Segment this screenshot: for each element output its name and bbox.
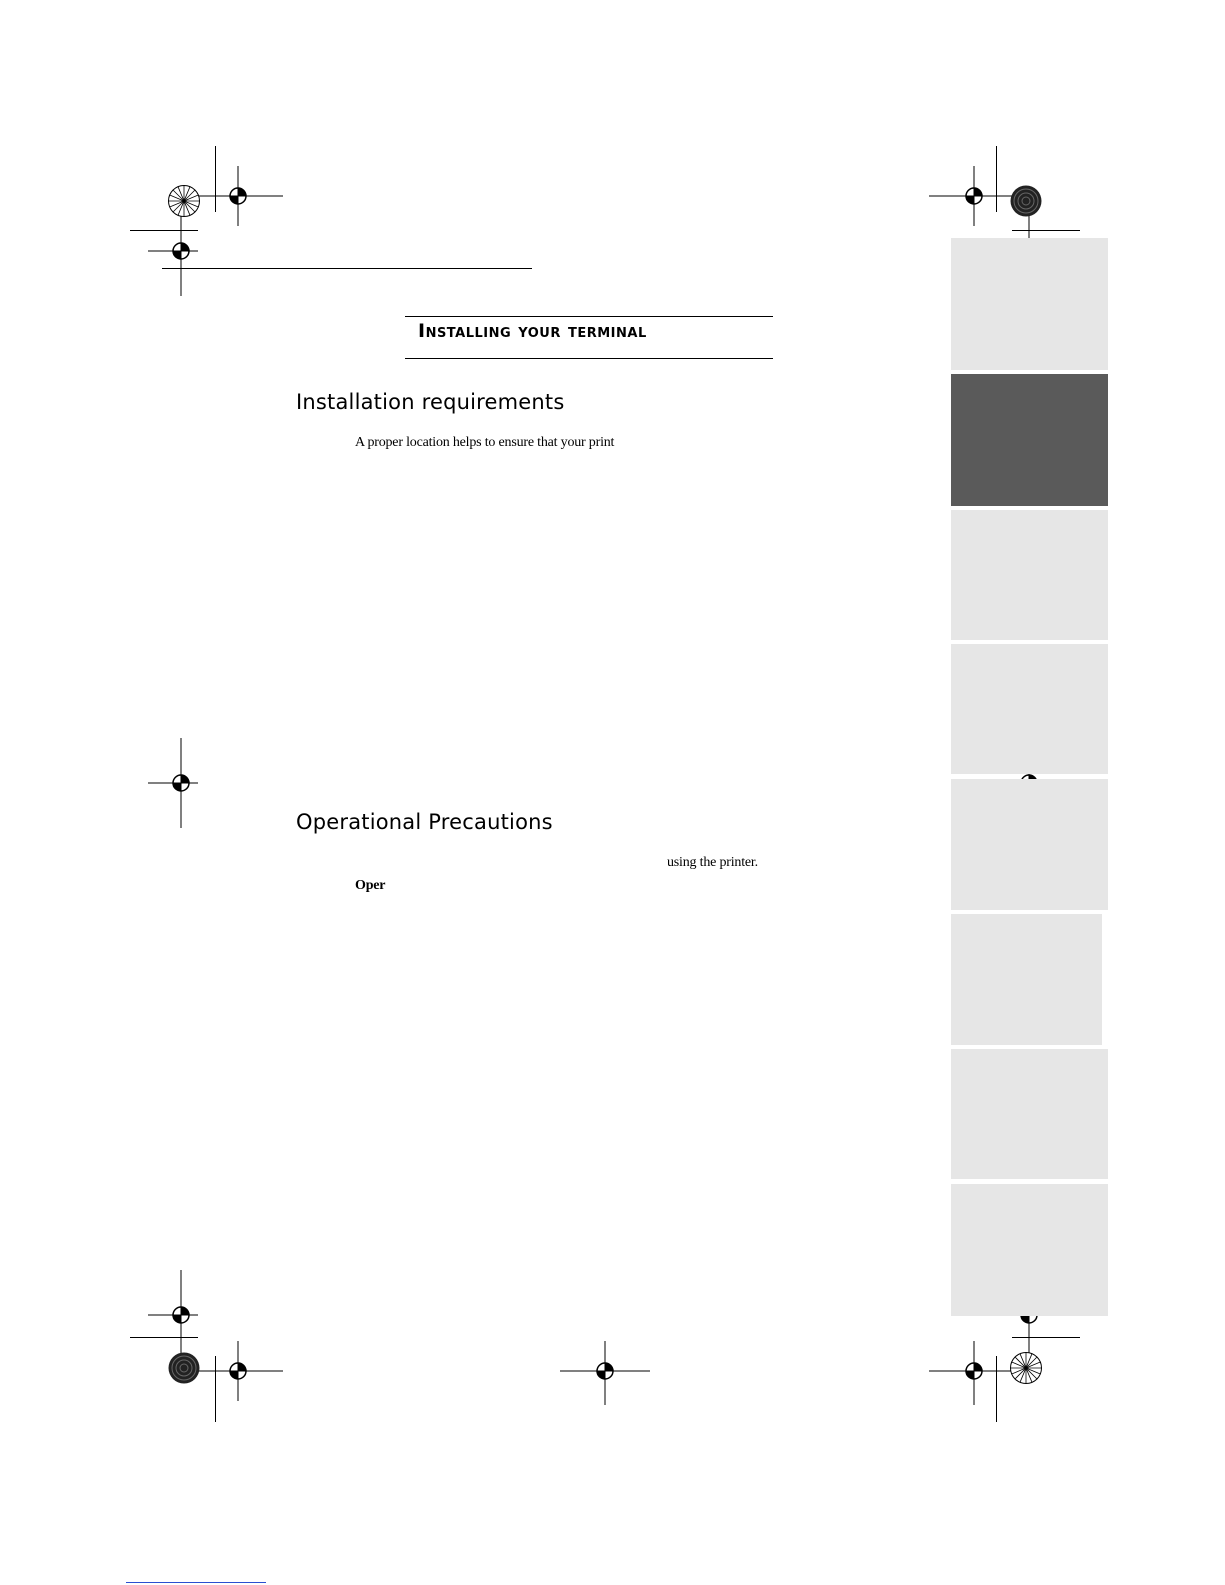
registration-mark-icon <box>136 738 226 828</box>
registration-mark-icon <box>560 1341 650 1405</box>
chapter-tab[interactable] <box>951 510 1108 640</box>
chapter-tab[interactable] <box>951 238 1108 370</box>
chapter-title: Installing your terminal <box>418 320 647 342</box>
chapter-tab[interactable] <box>951 644 1108 774</box>
chapter-tab[interactable] <box>951 1049 1108 1179</box>
paragraph-line: A proper location helps to ensure that your print <box>355 435 615 450</box>
link-underline <box>126 1582 266 1583</box>
dark-target-icon <box>1009 184 1043 218</box>
paragraph-line: Oper <box>355 878 386 893</box>
header-rule <box>162 268 532 269</box>
registration-mark-icon <box>929 1341 1019 1405</box>
chapter-tab-active[interactable] <box>951 374 1108 506</box>
paragraph-line: using the printer. <box>667 855 758 870</box>
chapter-tab[interactable] <box>951 1184 1108 1316</box>
chapter-tab[interactable] <box>951 779 1108 910</box>
registration-mark-icon <box>193 1341 283 1401</box>
title-rule-top <box>405 316 773 317</box>
section-heading: Installation requirements <box>296 390 565 414</box>
dark-target-icon <box>167 1351 201 1385</box>
registration-mark-icon <box>136 206 226 296</box>
chapter-tab[interactable] <box>951 914 1102 1045</box>
title-rule-bottom <box>405 358 773 359</box>
starburst-target-icon <box>1009 1351 1043 1385</box>
starburst-target-icon <box>167 184 201 218</box>
section-heading: Operational Precautions <box>296 810 553 834</box>
